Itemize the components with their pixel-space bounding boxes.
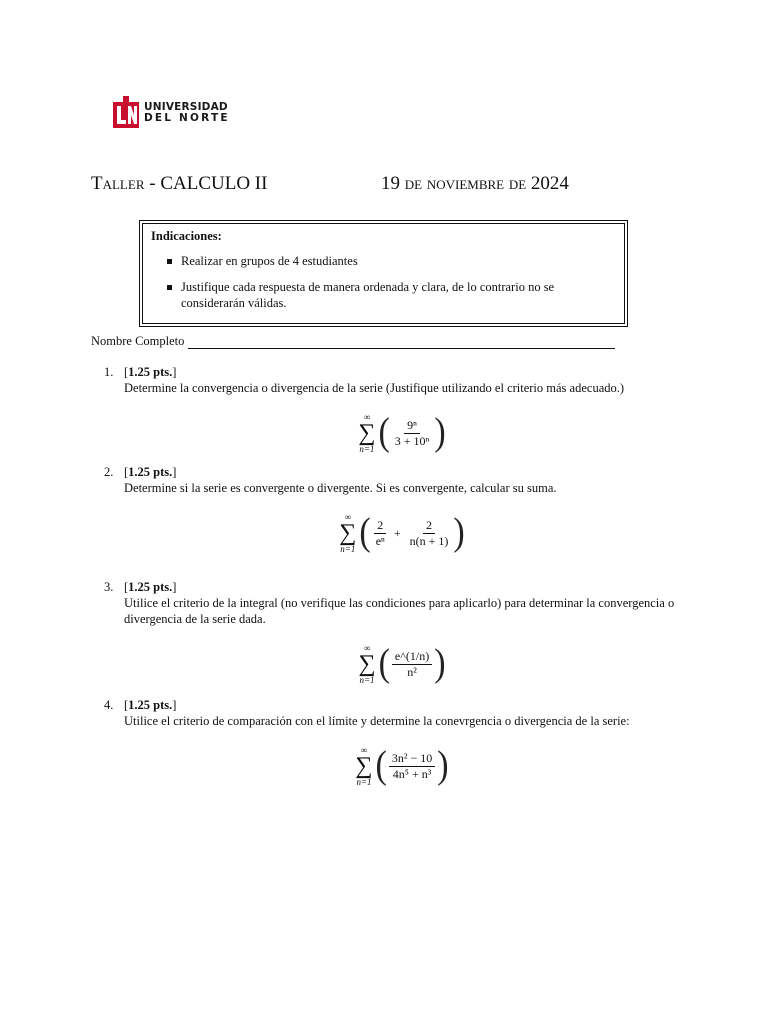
- fraction: [392, 650, 432, 679]
- summation-sign-icon: ∑: [355, 752, 373, 779]
- instructions-list: [151, 253, 616, 311]
- problem-statement: Utilice el criterio de comparación con el límite y determine la conevrgencia o divergencia de la serie:: [124, 714, 630, 728]
- exam-title: Taller - CALCULO II: [91, 173, 268, 194]
- problem-points: 1.25 pts.: [128, 365, 173, 379]
- name-field: [91, 334, 615, 349]
- fraction-denominator: n(n + 1): [409, 533, 449, 548]
- left-paren: (: [375, 744, 387, 787]
- summation-sign-icon: ∑: [358, 419, 376, 446]
- fraction-numerator: e^(1/n): [392, 650, 432, 665]
- problem-formula: [124, 637, 680, 691]
- fraction-denominator: eⁿ: [375, 533, 385, 548]
- name-blank-line[interactable]: [188, 335, 615, 349]
- problem-formula: [124, 739, 680, 793]
- summation-upper-limit: ∞: [344, 511, 352, 522]
- problem-number: 2.: [104, 465, 114, 479]
- right-paren: ): [434, 642, 446, 685]
- instruction-item: [167, 253, 616, 269]
- left-paren: (: [359, 511, 371, 554]
- university-name-line1: UNIVERSIDAD: [144, 101, 228, 113]
- university-logo: [112, 96, 230, 130]
- fraction: [389, 752, 435, 781]
- summation-sign-icon: ∑: [339, 519, 357, 546]
- instructions-title: Indicaciones:: [151, 229, 222, 243]
- fraction-numerator: 2: [423, 519, 435, 534]
- summation-lower-limit: n=1: [356, 776, 372, 787]
- problem-header: [1.25 pts.]: [124, 580, 177, 594]
- problem-1: [104, 364, 680, 464]
- summation-upper-limit: ∞: [363, 411, 371, 422]
- problem-header: [1.25 pts.]: [124, 465, 177, 479]
- instructions-box: [139, 220, 628, 327]
- summation-lower-limit: n=1: [359, 443, 375, 454]
- problem-formula: [124, 506, 680, 560]
- problem-statement: Determine la convergencia o divergencia de la serie (Justifique utilizando el criterio más adecuado.): [124, 381, 625, 395]
- right-paren: ): [434, 411, 446, 454]
- plus-sign: +: [393, 526, 401, 540]
- summation-sign-icon: ∑: [358, 650, 376, 677]
- right-paren: ): [453, 511, 465, 554]
- university-name: [144, 102, 230, 124]
- name-label: Nombre Completo: [91, 334, 185, 348]
- summation: [355, 746, 372, 787]
- instructions-box-inner: [142, 223, 625, 324]
- summation: [358, 413, 375, 454]
- fraction: [373, 519, 388, 548]
- summation: [339, 513, 356, 554]
- summation: [358, 644, 375, 685]
- fraction-denominator: n²: [407, 664, 417, 679]
- problem-header: [1.25 pts.]: [124, 365, 177, 379]
- fraction-numerator: 3n² − 10: [389, 752, 435, 767]
- problem-2: [104, 464, 680, 579]
- problem-4: [104, 697, 680, 797]
- summation-upper-limit: ∞: [363, 642, 371, 653]
- summation-lower-limit: n=1: [340, 543, 356, 554]
- problem-points: 1.25 pts.: [128, 698, 173, 712]
- fraction-denominator: 3 + 10ⁿ: [394, 433, 430, 448]
- bullet-icon: [167, 285, 172, 290]
- summation-lower-limit: n=1: [359, 674, 375, 685]
- fraction-denominator: 4n⁵ + n³: [392, 766, 432, 781]
- problem-list: [104, 364, 680, 797]
- fraction: [392, 419, 433, 448]
- problem-number: 3.: [104, 580, 114, 594]
- university-logo-mark-icon: [112, 96, 140, 130]
- fraction-numerator: 9ⁿ: [404, 419, 420, 434]
- instruction-text: Realizar en grupos de 4 estudiantes: [181, 254, 358, 268]
- right-paren: ): [437, 744, 449, 787]
- problem-points: 1.25 pts.: [128, 465, 173, 479]
- exam-date: 19 de noviembre de 2024: [381, 173, 569, 194]
- instruction-item: [167, 279, 616, 311]
- problem-statement: Utilice el criterio de la integral (no verifique las condiciones para aplicarlo) para determinar la convergencia o divergencia de la serie dada.: [124, 596, 675, 626]
- problem-points: 1.25 pts.: [128, 580, 173, 594]
- series-expression: [358, 637, 445, 691]
- problem-number: 4.: [104, 698, 114, 712]
- series-expression: [339, 506, 464, 560]
- problem-formula: [124, 406, 680, 460]
- fraction: [407, 519, 452, 548]
- problem-header: [1.25 pts.]: [124, 698, 177, 712]
- series-expression: [355, 739, 448, 793]
- left-paren: (: [378, 411, 390, 454]
- left-paren: (: [378, 642, 390, 685]
- summation-upper-limit: ∞: [360, 744, 368, 755]
- bullet-icon: [167, 259, 172, 264]
- university-name-line2: DEL NORTE: [144, 112, 230, 124]
- problem-number: 1.: [104, 365, 114, 379]
- problem-statement: Determine si la serie es convergente o divergente. Si es convergente, calcular su suma.: [124, 481, 557, 495]
- fraction-numerator: 2: [374, 519, 386, 534]
- problem-3: [104, 579, 680, 697]
- instruction-text: Justifique cada respuesta de manera ordenada y clara, de lo contrario no se considerarán válidas.: [181, 280, 555, 310]
- series-expression: [358, 406, 445, 460]
